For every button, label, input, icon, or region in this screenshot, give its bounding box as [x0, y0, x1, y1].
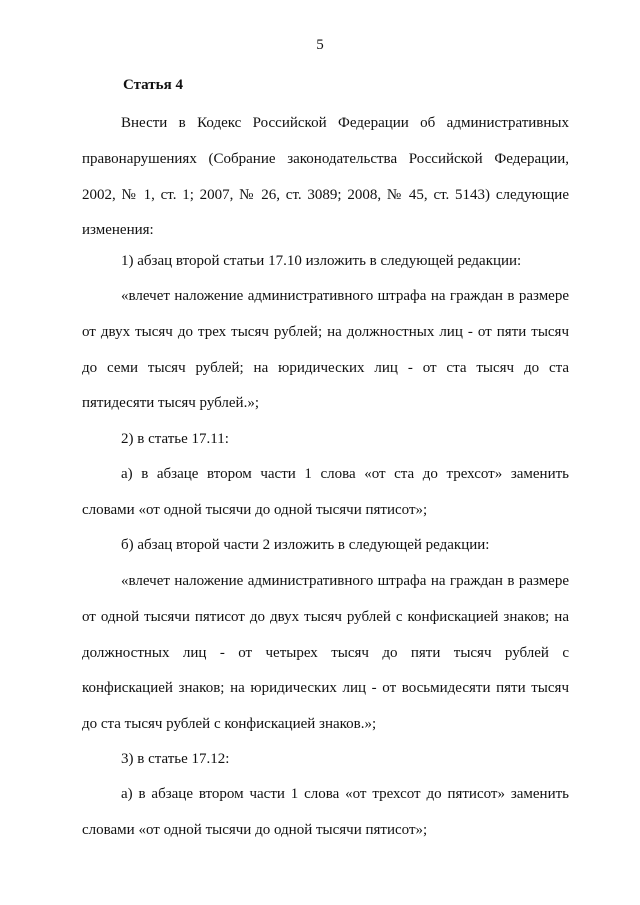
paragraph-quote-2 — [82, 564, 569, 743]
text-line: 3) в статье 17.12: — [121, 751, 230, 767]
paragraph-item-3a — [82, 777, 569, 849]
text-line: до семи тысяч рублей; на юридических лиц - от ста тысяч до ста — [82, 359, 569, 376]
text-line: «влечет наложение административного штрафа на граждан в размере — [121, 573, 569, 589]
text-line: «влечет наложение административного штрафа на граждан в размере — [121, 288, 569, 304]
text-line: изменения: — [82, 222, 154, 239]
text-line: конфискацией знаков; на юридических лиц - от восьмидесяти пяти тысяч — [82, 680, 569, 697]
paragraph-quote-1 — [82, 279, 569, 422]
text-line: пятидесяти тысяч рублей.»; — [82, 395, 259, 412]
text-line: а) в абзаце втором части 1 слова «от ста до трехсот» заменить — [121, 466, 569, 482]
article-heading: Статья 4 — [123, 77, 183, 93]
text-line: до ста тысяч рублей с конфискацией знаков.»; — [82, 716, 377, 733]
text-line: от двух тысяч до трех тысяч рублей; на должностных лиц - от пяти тысяч — [82, 323, 569, 340]
text-line: словами «от одной тысячи до одной тысячи пятисот»; — [82, 501, 428, 518]
paragraph-item-3 — [82, 742, 569, 778]
text-line: 2002, № 1, ст. 1; 2007, № 26, ст. 3089; 2008, № 45, ст. 5143) следующие — [82, 186, 569, 203]
text-line: а) в абзаце втором части 1 слова «от трехсот до пятисот» заменить — [121, 786, 569, 802]
text-line: 2) в статье 17.11: — [121, 431, 229, 447]
page-number: 5 — [316, 37, 324, 53]
paragraph-item-2b — [82, 528, 569, 564]
text-line: б) абзац второй части 2 изложить в следующей редакции: — [121, 537, 490, 553]
paragraph-item-2a — [82, 457, 569, 529]
paragraph-item-1 — [82, 244, 569, 280]
text-line: от одной тысячи пятисот до двух тысяч рублей с конфискацией знаков; на — [82, 608, 569, 625]
text-line: должностных лиц - от четырех тысяч до пяти тысяч рублей с — [82, 644, 569, 661]
text-line: правонарушениях (Собрание законодательства Российской Федерации, — [82, 150, 569, 167]
text-line: словами «от одной тысячи до одной тысячи пятисот»; — [82, 821, 428, 838]
paragraph-intro — [82, 106, 569, 249]
paragraph-item-2 — [82, 422, 569, 458]
text-line: Внести в Кодекс Российской Федерации об административных — [121, 115, 569, 131]
text-line: 1) абзац второй статьи 17.10 изложить в следующей редакции: — [121, 253, 522, 269]
